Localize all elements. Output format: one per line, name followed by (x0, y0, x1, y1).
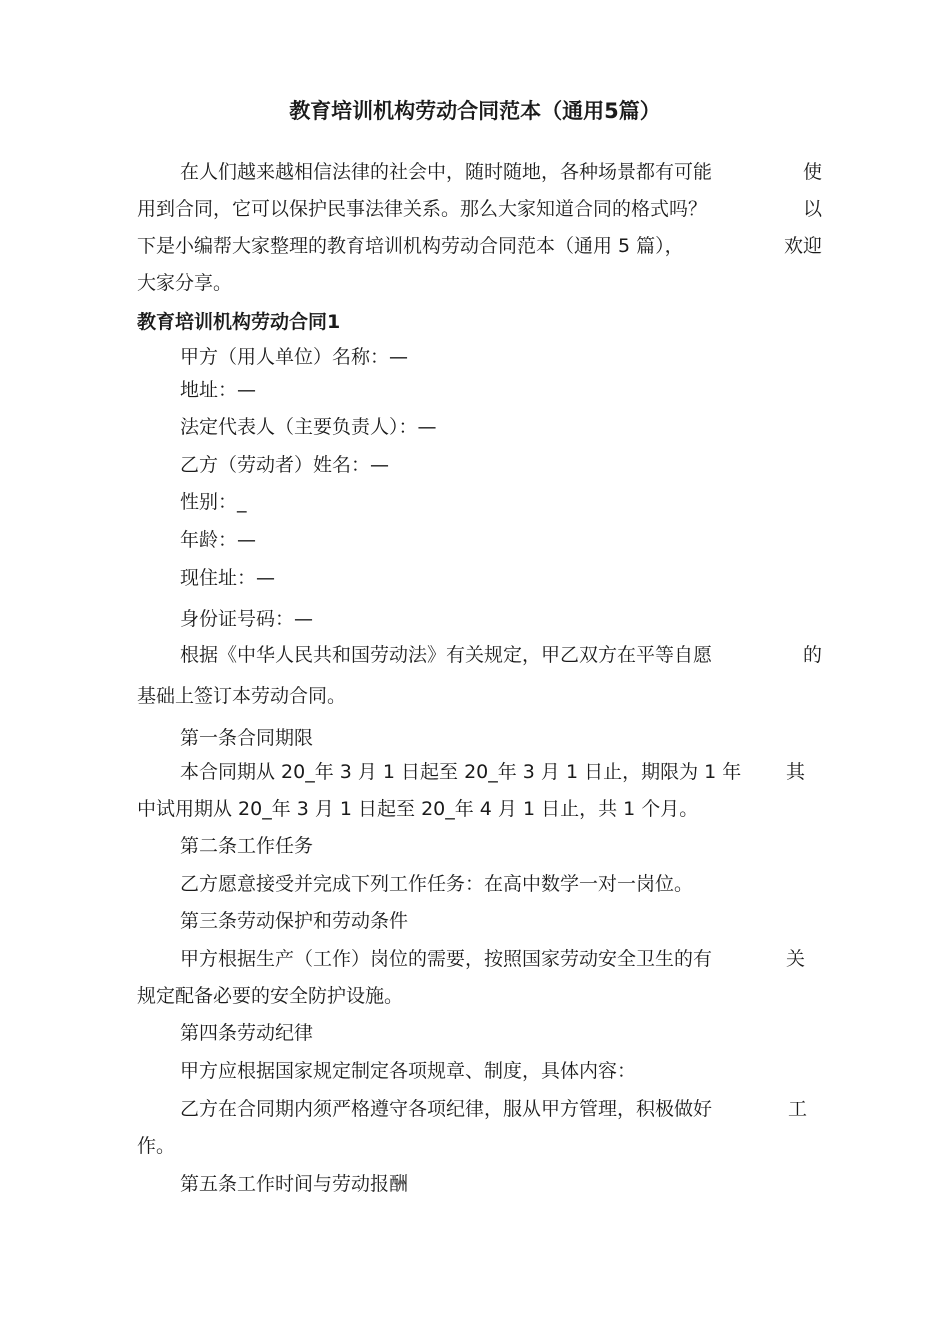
article-heading: 第二条工作任务 (180, 835, 314, 857)
basis-text: 的 (802, 644, 822, 666)
intro-text: 使 (802, 161, 822, 183)
basis-line-1 (180, 641, 822, 669)
article-heading: 第五条工作时间与劳动报酬 (180, 1173, 409, 1195)
art4-text: 乙方在合同期内须严格遵守各项纪律，服从甲方管理，积极做好 (180, 1098, 713, 1120)
art1-text: 其 (785, 761, 805, 783)
section-heading: 教育培训机构劳动合同1 (137, 311, 341, 333)
intro-line-2 (137, 195, 822, 223)
art4-line-2 (180, 1095, 807, 1123)
intro-text: 以 (802, 198, 822, 220)
art4-line-3: 作。 (137, 1135, 176, 1157)
intro-text: 在人们越来越相信法律的社会中，随时随地，各种场景都有可能 (180, 161, 713, 183)
field-party-a-name: 甲方（用人单位）名称：— (180, 346, 409, 368)
article-heading: 第三条劳动保护和劳动条件 (180, 910, 409, 932)
art1-text: 本合同期从 20_年 3 月 1 日起至 20_年 3 月 1 日止，期限为 1 年 (180, 761, 742, 783)
document-title: 教育培训机构劳动合同范本（通用5篇） (289, 99, 661, 123)
intro-text: 下是小编帮大家整理的教育培训机构劳动合同范本（通用 5 篇）， (137, 235, 684, 257)
art3-text: 关 (785, 948, 805, 970)
basis-line-2: 基础上签订本劳动合同。 (137, 685, 347, 707)
intro-line-3 (137, 232, 822, 260)
art1-line-1 (180, 758, 805, 786)
article-heading: 第四条劳动纪律 (180, 1022, 314, 1044)
field-gender: 性别：_ (180, 491, 247, 513)
art2-line-1: 乙方愿意接受并完成下列工作任务：在高中数学一对一岗位。 (180, 873, 694, 895)
field-address: 地址：— (180, 379, 257, 401)
art4-line-1: 甲方应根据国家规定制定各项规章、制度，具体内容： (180, 1060, 637, 1082)
art3-text: 甲方根据生产（工作）岗位的需要，按照国家劳动安全卫生的有 (180, 948, 713, 970)
art3-line-1 (180, 945, 805, 973)
intro-line-4: 大家分享。 (137, 272, 233, 294)
art3-line-2: 规定配备必要的安全防护设施。 (137, 985, 404, 1007)
field-id-number: 身份证号码：— (180, 608, 314, 630)
field-current-address: 现住址：— (180, 567, 276, 589)
field-age: 年龄：— (180, 529, 257, 551)
intro-text: 欢迎 (783, 235, 822, 257)
art1-line-2: 中试用期从 20_年 3 月 1 日起至 20_年 4 月 1 日止，共 1 个月。 (137, 798, 699, 820)
field-legal-rep: 法定代表人（主要负责人）：— (180, 416, 437, 438)
field-party-b-name: 乙方（劳动者）姓名：— (180, 454, 390, 476)
basis-text: 根据《中华人民共和国劳动法》有关规定，甲乙双方在平等自愿 (180, 644, 713, 666)
intro-line-1 (180, 158, 822, 186)
article-heading: 第一条合同期限 (180, 727, 314, 749)
art4-text: 工 (787, 1098, 807, 1120)
intro-text: 用到合同，它可以保护民事法律关系。那么大家知道合同的格式吗？ (137, 198, 708, 220)
